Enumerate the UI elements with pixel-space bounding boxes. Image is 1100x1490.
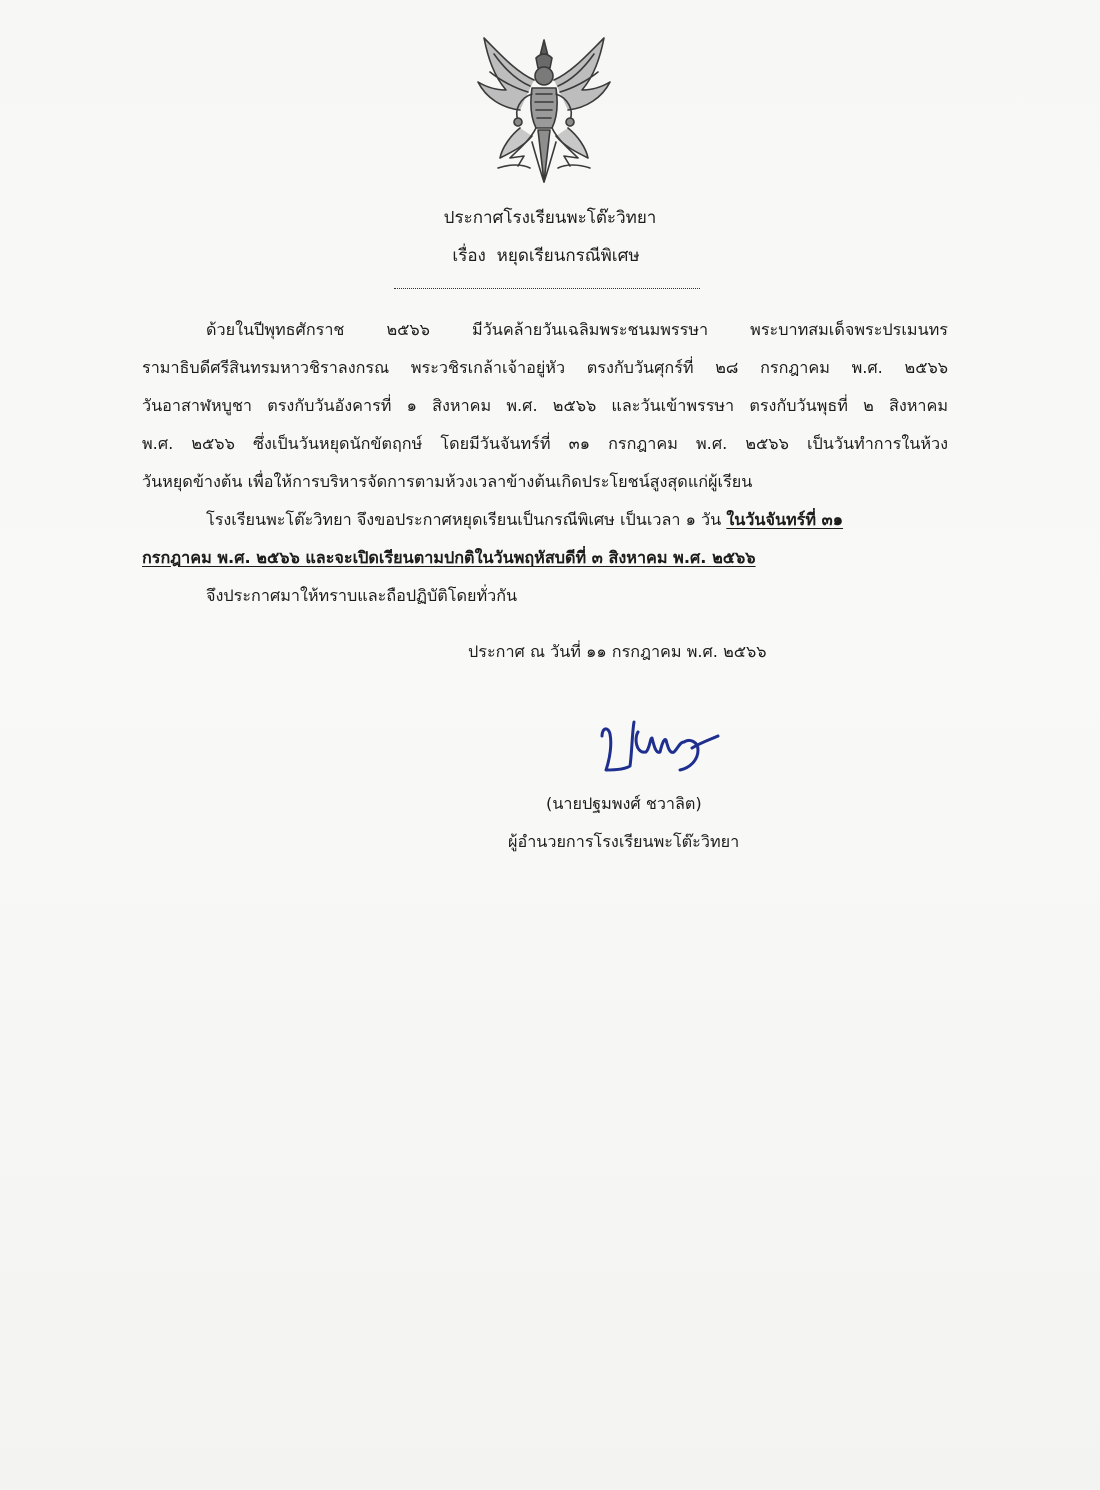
dotted-separator bbox=[394, 288, 700, 289]
paragraph1-line2: รามาธิบดีศรีสินทรมหาวชิราลงกรณ พระวชิรเกล้าเจ้าอยู่หัว ตรงกับวันศุกร์ที่ ๒๘ กรกฎาคม พ.ศ. ๒๕๖๖ bbox=[142, 358, 948, 377]
paragraph2-line1 bbox=[206, 508, 843, 532]
paragraph2-emphasis-text: ในวันจันทร์ที่ ๓๑ bbox=[726, 510, 844, 529]
closing-sentence: จึงประกาศมาให้ทราบและถือปฏิบัติโดยทั่วกัน bbox=[206, 586, 518, 605]
signatory-name: (นายปฐมพงศ์ ชวาลิต) bbox=[546, 794, 702, 813]
paragraph1-line1: ด้วยในปีพุทธศักราช ๒๕๖๖ มีวันคล้ายวันเฉลิมพระชนมพรรษา พระบาทสมเด็จพระปรเมนทร bbox=[206, 320, 948, 339]
paragraph1-line4: พ.ศ. ๒๕๖๖ ซึ่งเป็นวันหยุดนักขัตฤกษ์ โดยมีวันจันทร์ที่ ๓๑ กรกฎาคม พ.ศ. ๒๕๖๖ เป็นวันทำการในห้วง bbox=[142, 434, 948, 453]
subject-prefix: เรื่อง bbox=[452, 246, 486, 266]
announcement-date: ประกาศ ณ วันที่ ๑๑ กรกฎาคม พ.ศ. ๒๕๖๖ bbox=[468, 642, 767, 661]
subject-text: หยุดเรียนกรณีพิเศษ bbox=[496, 246, 640, 266]
garuda-emblem-icon bbox=[470, 32, 618, 188]
handwritten-signature bbox=[594, 708, 724, 784]
paragraph2-line2 bbox=[142, 546, 756, 570]
paragraph1-line5: วันหยุดข้างต้น เพื่อให้การบริหารจัดการตามห้วงเวลาข้างต้นเกิดประโยชน์สูงสุดแก่ผู้เรียน bbox=[142, 472, 753, 491]
document-subject bbox=[0, 244, 1096, 268]
paragraph2-plain-text: โรงเรียนพะโต๊ะวิทยา จึงขอประกาศหยุดเรียนเป็นกรณีพิเศษ เป็นเวลา ๑ วัน bbox=[206, 510, 727, 529]
paragraph1-line3: วันอาสาฬหบูชา ตรงกับวันอังคารที่ ๑ สิงหาคม พ.ศ. ๒๕๖๖ และวันเข้าพรรษา ตรงกับวันพุธที่ ๒ สิงหาคม bbox=[142, 396, 948, 415]
signatory-position: ผู้อำนวยการโรงเรียนพะโต๊ะวิทยา bbox=[508, 832, 740, 851]
paragraph2-emphasis-text-2: กรกฎาคม พ.ศ. ๒๕๖๖ และจะเปิดเรียนตามปกติในวันพฤหัสบดีที่ ๓ สิงหาคม พ.ศ. ๒๕๖๖ bbox=[142, 548, 756, 567]
document-title: ประกาศโรงเรียนพะโต๊ะวิทยา bbox=[443, 208, 657, 228]
